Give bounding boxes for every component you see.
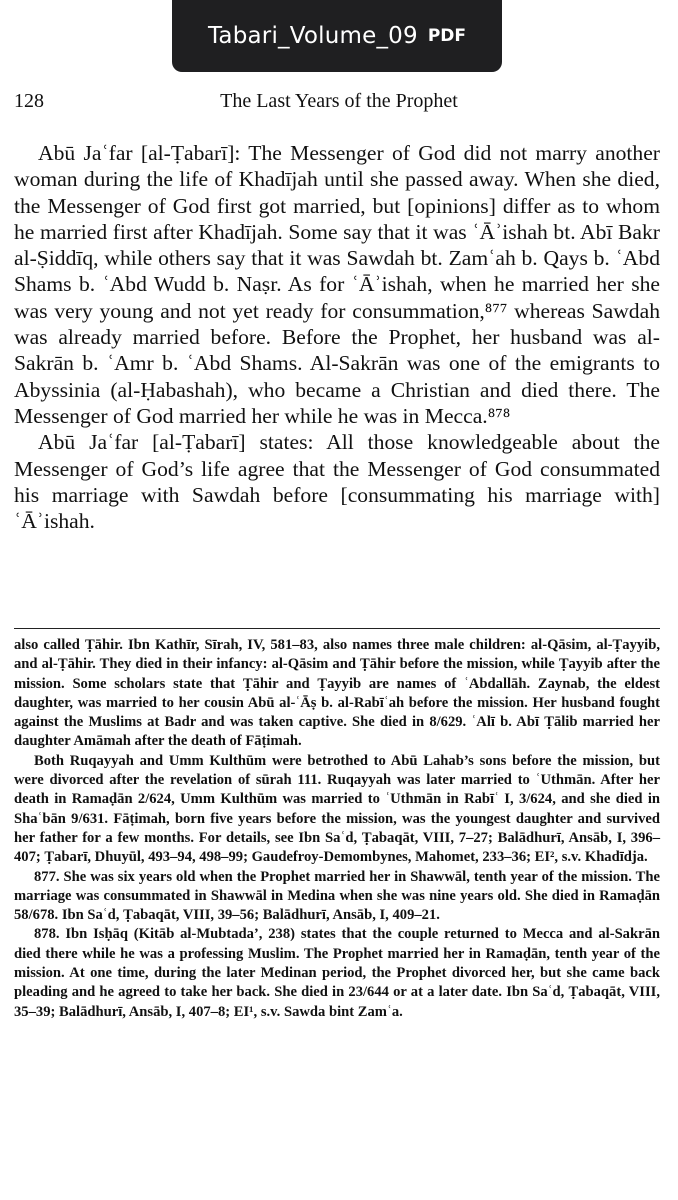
document-name: Tabari_Volume_09 <box>207 23 418 49</box>
main-text <box>14 140 660 534</box>
running-head: The Last Years of the Prophet <box>220 90 458 112</box>
document-title-bar[interactable] <box>172 0 502 72</box>
main-paragraph: Abū Jaʿfar [al-Ṭabarī] states: All those knowledgeable about the Messenger of God’s life agree that the Messenger of God consummated his marriage with Sawdah before [consummating his marriage with] ʿĀʾishah. <box>14 430 660 534</box>
footnotes <box>14 636 660 1022</box>
footnote-878: 878. Ibn Isḥāq (Kitāb al-Mubtada’, 238) states that the couple returned to Mecca and al-Sakrān died there while he was a professing Muslim. The Prophet married her in Ramaḍān, tenth year of the mission. At one time, during the later Medinan period, the Prophet divorced her, but she came back pleading and he agreed to take her back. She died in 23/644 or at a later date. Ibn Saʿd, Ṭabaqāt, VIII, 35–39; Balādhurī, Ansāb, I, 407–8; EI¹, s.v. Sawda bint Zamʿa. <box>14 926 660 1020</box>
page-number: 128 <box>14 90 44 112</box>
footnote-continued: Both Ruqayyah and Umm Kulthūm were betrothed to Abū Lahab’s sons before the mission, but were divorced after the revelation of sūrah 111. Ruqayyah was later married to ʿUthmān. After her death in Ramaḍān 2/624, Umm Kulthūm was married to ʿUthmān in Rabīʿ I, 3/624, and she died in Shaʿbān 9/631. Fāṭimah, born five years before the mission, was the youngest daughter and survived her father for a few months. For details, see Ibn Saʿd, Ṭabaqāt, VIII, 7–27; Balādhurī, Ansāb, I, 396–407; Ṭabarī, Dhuyūl, 493–94, 498–99; Gaudefroy-Demombynes, Mahomet, 233–36; EI², s.v. Khadīdja. <box>14 752 660 866</box>
document-type-label: PDF <box>427 26 467 46</box>
page-header <box>14 90 664 118</box>
footnote-877: 877. She was six years old when the Prophet married her in Shawwāl, tenth year of the mission. The marriage was consummated in Shawwāl in Medina when she was nine years old. She died in Ramaḍān 58/678. Ibn Saʿd, Ṭabaqāt, VIII, 39–56; Balādhurī, Ansāb, I, 409–21. <box>14 868 660 924</box>
main-paragraph: Abū Jaʿfar [al-Ṭabarī]: The Messenger of God did not marry another woman during the life of Khadījah until she passed away. When she died, the Messenger of God first got married, but [opinions] differ as to whom he married first after Khadījah. Some say that it was ʿĀʾishah bt. Abī Bakr al-Ṣiddīq, while others say that it was Sawdah bt. Zamʿah b. Qays b. ʿAbd Shams b. ʿAbd Wudd b. Naṣr. As for ʿĀʾishah, when he married her she was very young and not yet ready for consummation,⁸⁷⁷ whereas Sawdah was already married before. Before the Prophet, her husband was al-Sakrān b. ʿAmr b. ʿAbd Shams. Al-Sakrān was one of the emigrants to Abyssinia (al-Ḥabashah), who became a Christian and died there. The Messenger of God married her while he was in Mecca.⁸⁷⁸ <box>14 141 660 428</box>
footnote-continued: also called Ṭāhir. Ibn Kathīr, Sīrah, IV, 581–83, also names three male children: al-Qāsim, al-Ṭayyib, and al-Ṭāhir. They died in their infancy: al-Qāsim and Ṭāhir before the mission, while Ṭayyib after the mission. Some scholars state that Ṭāhir and Ṭayyib are names of ʿAbdallāh. Zaynab, the eldest daughter, was married to her cousin Abū al-ʿĀṣ b. al-Rabīʿah before the mission. Her husband fought against the Muslims at Badr and was taken captive. She died in 8/629. ʿAlī b. Abī Ṭālib married her daughter Amāmah after the death of Fāṭimah. <box>14 637 660 750</box>
footnote-divider <box>14 628 660 629</box>
